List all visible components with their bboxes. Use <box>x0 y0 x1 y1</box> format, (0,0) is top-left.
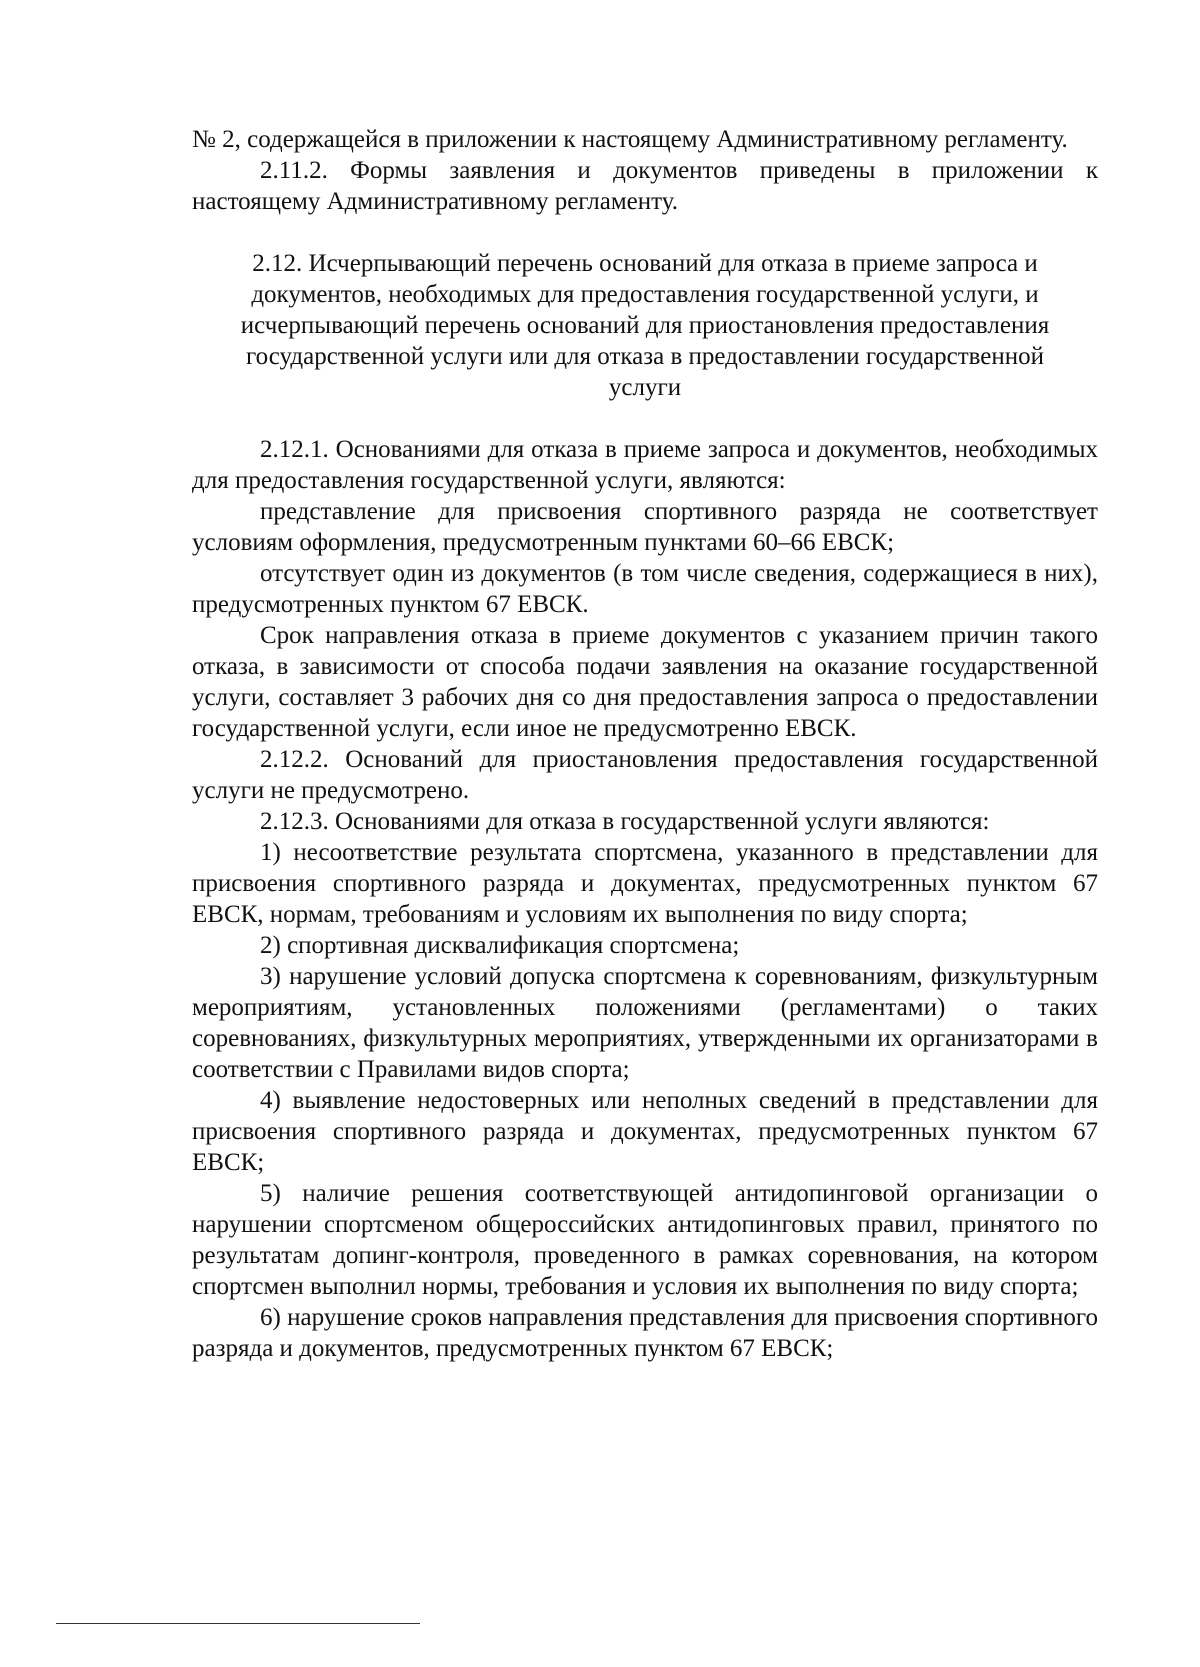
section-heading-2-12: 2.12. Исчерпывающий перечень оснований для отказа в приеме запроса и документов, необходимых для предоставления государственной услуги, и исчерпывающий перечень оснований для приостановления предоставления государственной услуги или для отказа в предоставлении государственной услуги <box>240 250 1050 401</box>
list-item: 4) выявление недостоверных или неполных сведений в представлении для присвоения спортивного разряда и документах, предусмотренных пунктом 67 ЕВСК; <box>192 1087 1098 1176</box>
list-item: 2) спортивная дисквалификация спортсмена; <box>260 932 740 959</box>
intro-continuation: № 2, содержащейся в приложении к настоящему Административному регламенту. <box>192 126 1068 153</box>
list-item: 5) наличие решения соответствующей антидопинговой организации о нарушении спортсменом общероссийских антидопинговых правил, принятого по результатам допинг-контроля, проведенного в рамках соревнования, на котором спортсмен выполнил нормы, требования и условия их выполнения по виду спорта; <box>192 1180 1098 1300</box>
paragraph-2-12-1: 2.12.1. Основаниями для отказа в приеме запроса и документов, необходимых для предоставления государственной услуги, являются: <box>192 436 1098 494</box>
paragraph-2-11-2: 2.11.2. Формы заявления и документов приведены в приложении к настоящему Административному регламенту. <box>192 157 1098 215</box>
paragraph-2-12-2: 2.12.2. Оснований для приостановления предоставления государственной услуги не предусмотрено. <box>192 746 1098 804</box>
paragraph-2-12-3: 2.12.3. Основаниями для отказа в государственной услуги являются: <box>260 808 990 835</box>
list-item: 3) нарушение условий допуска спортсмена к соревнованиям, физкультурным мероприятиям, установленных положениями (регламентами) о таких соревнованиях, физкультурных мероприятиях, утвержденными их организаторами в соответствии с Правилами видов спорта; <box>192 963 1098 1083</box>
document-body <box>192 124 1098 1364</box>
paragraph-2-12-1-a: представление для присвоения спортивного разряда не соответствует условиям оформления, предусмотренным пунктами 60–66 ЕВСК; <box>192 498 1098 556</box>
paragraph-2-12-1-b: отсутствует один из документов (в том числе сведения, содержащиеся в них), предусмотренных пунктом 67 ЕВСК. <box>192 560 1098 618</box>
list-item: 1) несоответствие результата спортсмена, указанного в представлении для присвоения спортивного разряда и документах, предусмотренных пунктом 67 ЕВСК, нормам, требованиям и условиям их выполнения по виду спорта; <box>192 839 1098 928</box>
footnote-separator-line <box>56 1623 420 1624</box>
list-item: 6) нарушение сроков направления представления для присвоения спортивного разряда и документов, предусмотренных пунктом 67 ЕВСК; <box>192 1304 1098 1362</box>
paragraph-refusal-term: Срок направления отказа в приеме документов с указанием причин такого отказа, в зависимости от способа подачи заявления на оказание государственной услуги, составляет 3 рабочих дня со дня предоставления запроса о предоставлении государственной услуги, если иное не предусмотренно ЕВСК. <box>192 622 1098 742</box>
